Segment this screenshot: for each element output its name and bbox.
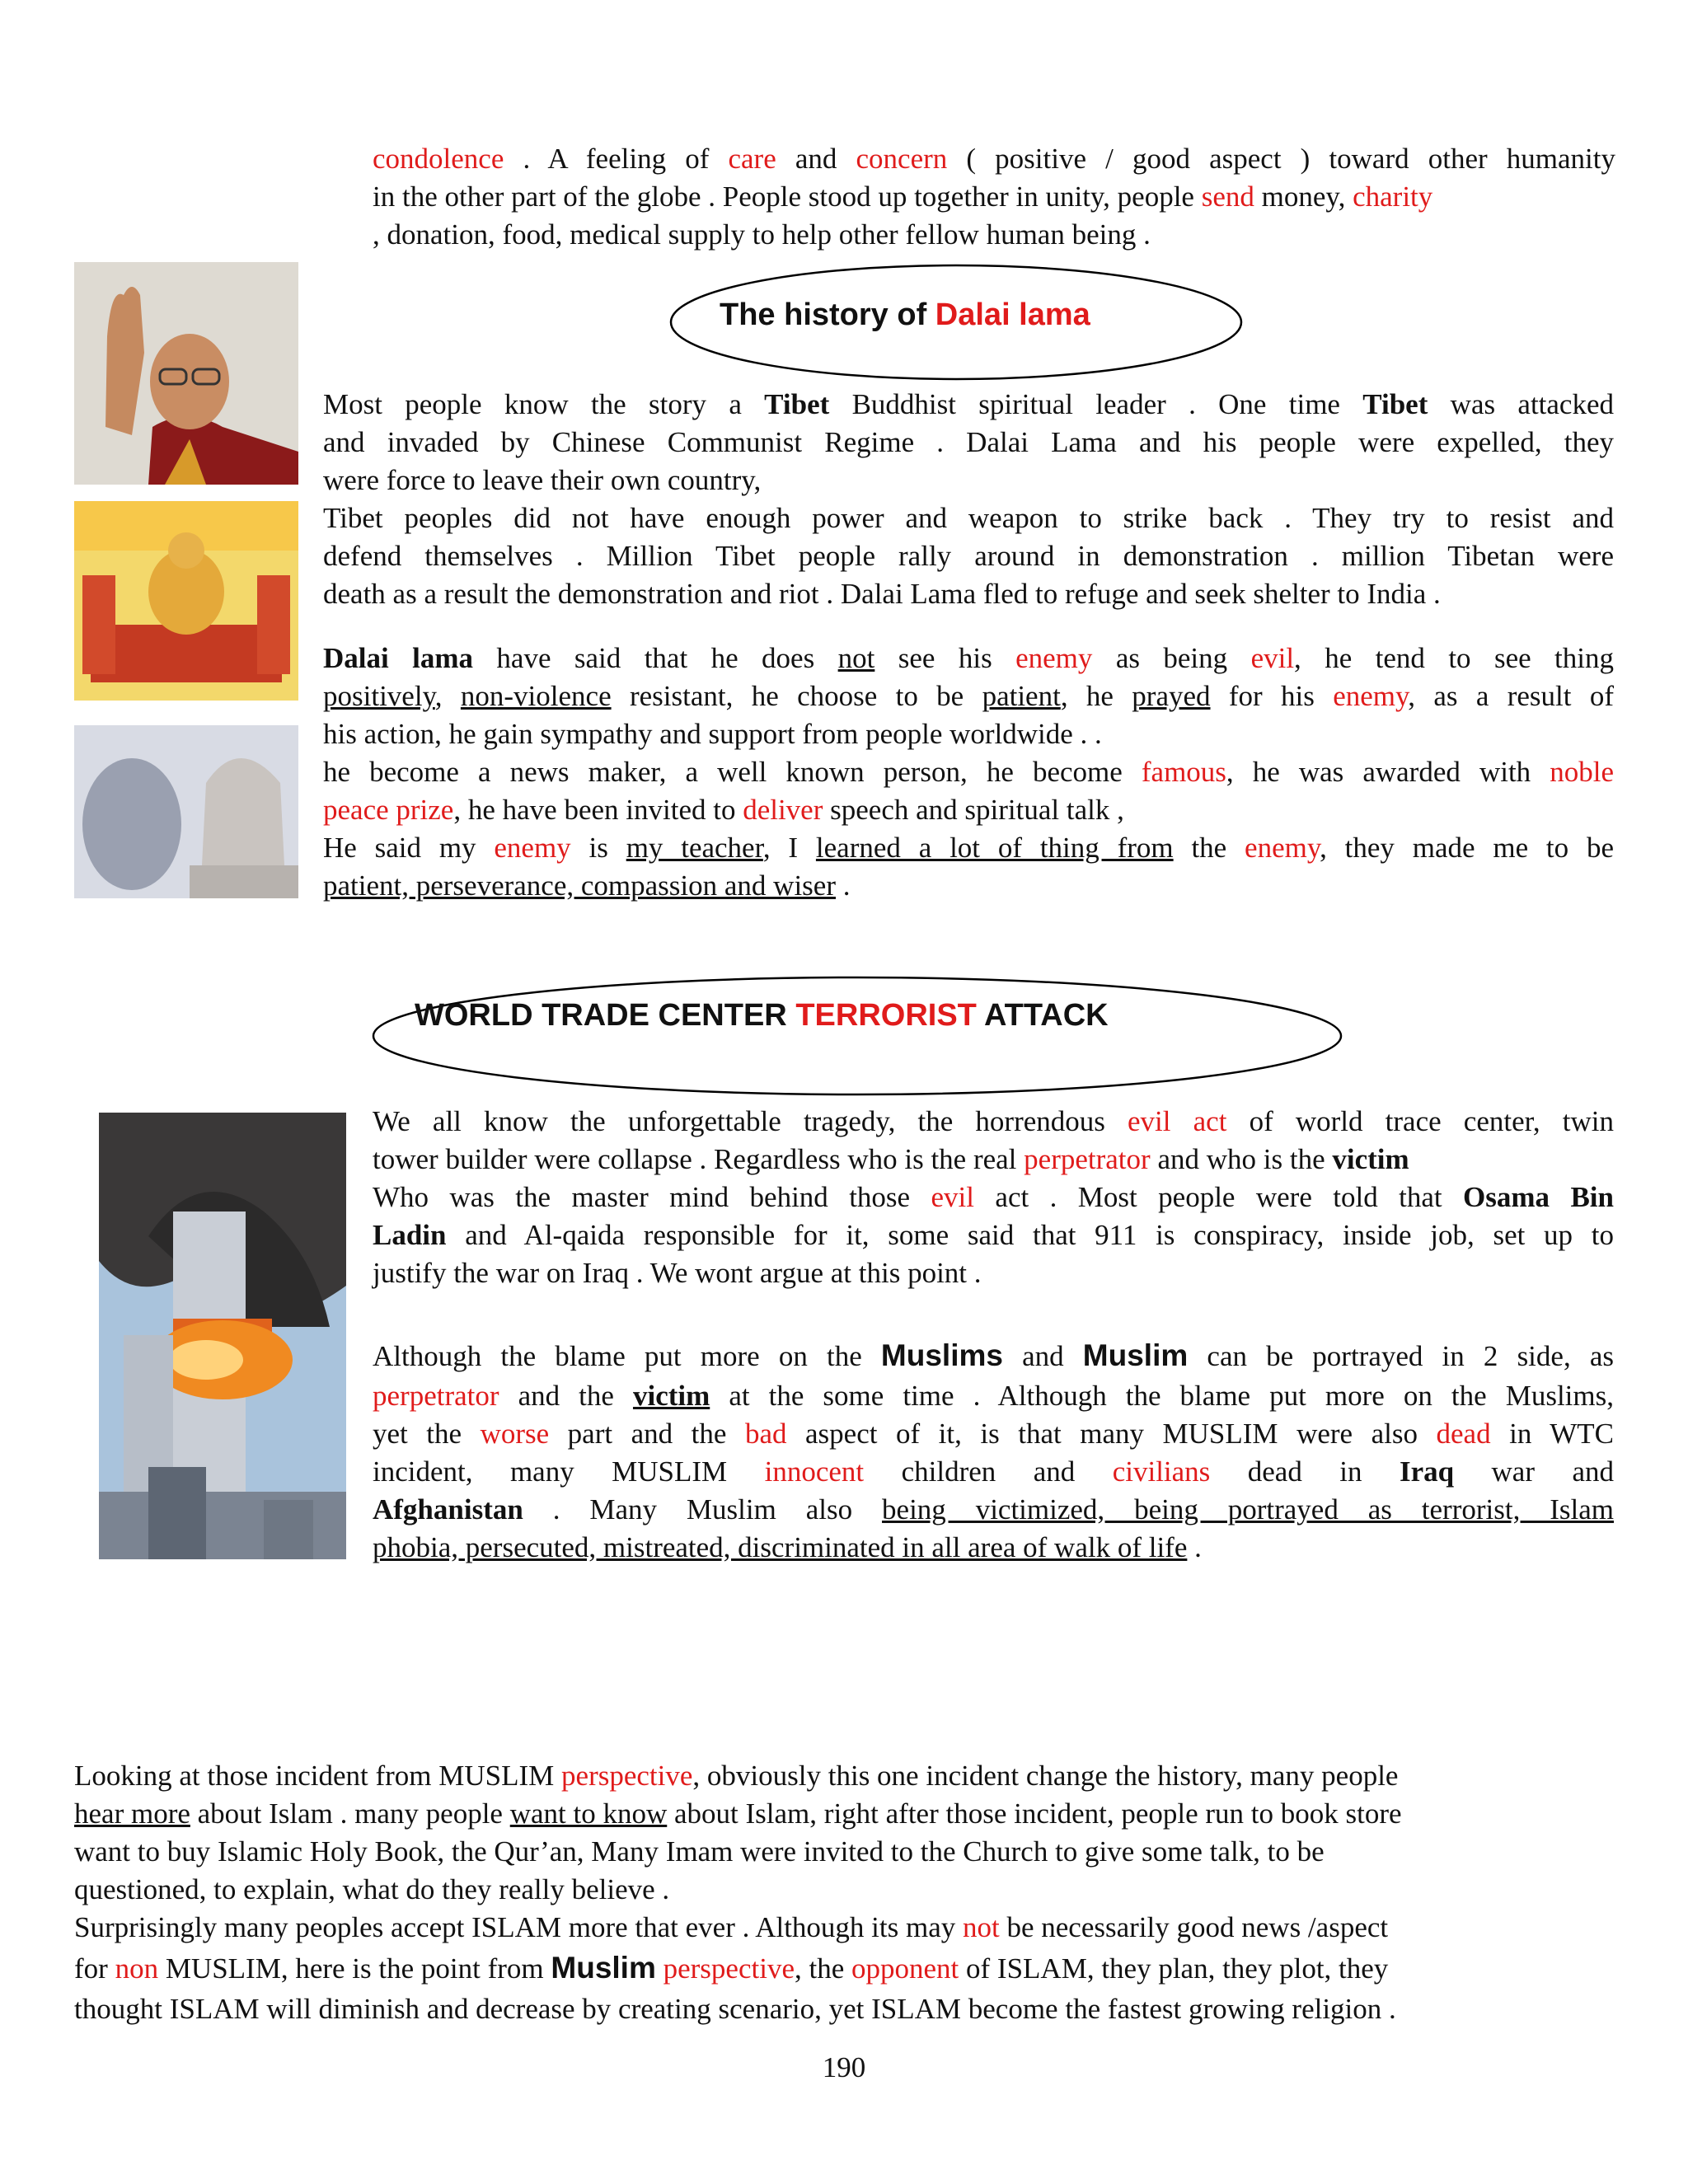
- text-line: death as a result the demonstration and riot . Dalai Lama fled to refuge and seek shelter to India .: [323, 578, 1441, 610]
- text-line: were force to leave their own country,: [323, 464, 762, 496]
- text-line: peace prize, he have been invited to deliver speech and spiritual talk ,: [323, 794, 1124, 826]
- text-line: he become a news maker, a well known person, he become famous, he was awarded with noble: [323, 756, 1614, 788]
- text-line: in the other part of the globe . People stood up together in unity, people send money, charity: [373, 180, 1433, 213]
- section-heading-wtc: WORLD TRADE CENTER TERRORIST ATTACK: [415, 998, 1109, 1033]
- text-line: justify the war on Iraq . We wont argue at this point .: [373, 1257, 982, 1289]
- text-line: Although the blame put more on the Muslims and Muslim can be portrayed in 2 side, as: [373, 1338, 1614, 1372]
- text-line: want to buy Islamic Holy Book, the Qur’an, Many Imam were invited to the Church to give some talk, to be: [74, 1835, 1325, 1868]
- text-line: defend themselves . Million Tibet people rally around in demonstration . million Tibetan were: [323, 540, 1614, 572]
- text-line: He said my enemy is my teacher, I learned a lot of thing from the enemy, they made me to be: [323, 832, 1615, 864]
- text-line: yet the worse part and the bad aspect of it, is that many MUSLIM were also dead in WTC: [373, 1418, 1614, 1450]
- text-line: tower builder were collapse . Regardless who is the real perpetrator and who is the victim: [373, 1143, 1409, 1175]
- text-line: Afghanistan . Many Muslim also being victimized, being portrayed as terrorist, Islam: [373, 1493, 1614, 1526]
- text-line: condolence . A feeling of care and concern ( positive / good aspect ) toward other humanity: [373, 143, 1615, 175]
- text-line: patient, perseverance, compassion and wiser .: [323, 869, 851, 902]
- text-line: perpetrator and the victim at the some time . Although the blame put more on the Muslims,: [373, 1380, 1614, 1412]
- text-line: Ladin and Al-qaida responsible for it, some said that 911 is conspiracy, inside job, set up to: [373, 1219, 1614, 1251]
- text-line: thought ISLAM will diminish and decrease by creating scenario, yet ISLAM become the fastest growing religion .: [74, 1993, 1396, 2025]
- text-line: positively, non-violence resistant, he choose to be patient, he prayed for his enemy, as a result of: [323, 680, 1615, 712]
- text-line: We all know the unforgettable tragedy, the horrendous evil act of world trace center, twin: [373, 1105, 1614, 1137]
- text-line: questioned, to explain, what do they really believe .: [74, 1873, 670, 1905]
- dalai-paragraph-2: [323, 640, 1614, 905]
- buddha-shrine-photo: [74, 501, 298, 701]
- text-line: and invaded by Chinese Communist Regime . Dalai Lama and his people were expelled, they: [323, 426, 1614, 458]
- dalai-paragraph-1: [323, 386, 1614, 613]
- text-line: Who was the master mind behind those evil act . Most people were told that Osama Bin: [373, 1181, 1614, 1213]
- section-heading-dalai-lama: The history of Dalai lama: [720, 298, 1090, 332]
- text-line: Dalai lama have said that he does not see his enemy as being evil, he tend to see thing: [323, 642, 1615, 674]
- text-line: his action, he gain sympathy and support from people worldwide . .: [323, 718, 1102, 750]
- text-line: for non MUSLIM, here is the point from Muslim perspective, the opponent of ISLAM, they plan, they plot, they: [74, 1951, 1389, 1985]
- text-line: hear more about Islam . many people want to know about Islam, right after those incident, people run to book store: [74, 1797, 1402, 1830]
- text-line: Tibet peoples did not have enough power and weapon to strike back . They try to resist and: [323, 502, 1614, 534]
- dalai-lama-photo: [74, 262, 298, 485]
- text-line: incident, many MUSLIM innocent children and civilians dead in Iraq war and: [373, 1455, 1614, 1488]
- wtc-paragraph-2: [373, 1335, 1614, 1567]
- intro-paragraph: [373, 140, 1615, 254]
- conclusion-paragraph: [74, 1757, 1615, 2028]
- text-line: , donation, food, medical supply to help other fellow human being .: [373, 218, 1151, 251]
- text-line: phobia, persecuted, mistreated, discriminated in all area of walk of life .: [373, 1531, 1202, 1563]
- heading-ellipse: [371, 976, 1343, 1096]
- page-number: 190: [822, 2051, 866, 2083]
- wtc-paragraph-1: [373, 1103, 1614, 1292]
- borobudur-stupa-photo: [74, 725, 298, 898]
- wtc-attack-photo: [99, 1113, 346, 1559]
- text-line: Most people know the story a Tibet Buddhist spiritual leader . One time Tibet was attacked: [323, 388, 1615, 420]
- text-line: Surprisingly many peoples accept ISLAM more that ever . Although its may not be necessarily good news /aspect: [74, 1911, 1389, 1943]
- text-line: Looking at those incident from MUSLIM perspective, obviously this one incident change the history, many people: [74, 1760, 1399, 1792]
